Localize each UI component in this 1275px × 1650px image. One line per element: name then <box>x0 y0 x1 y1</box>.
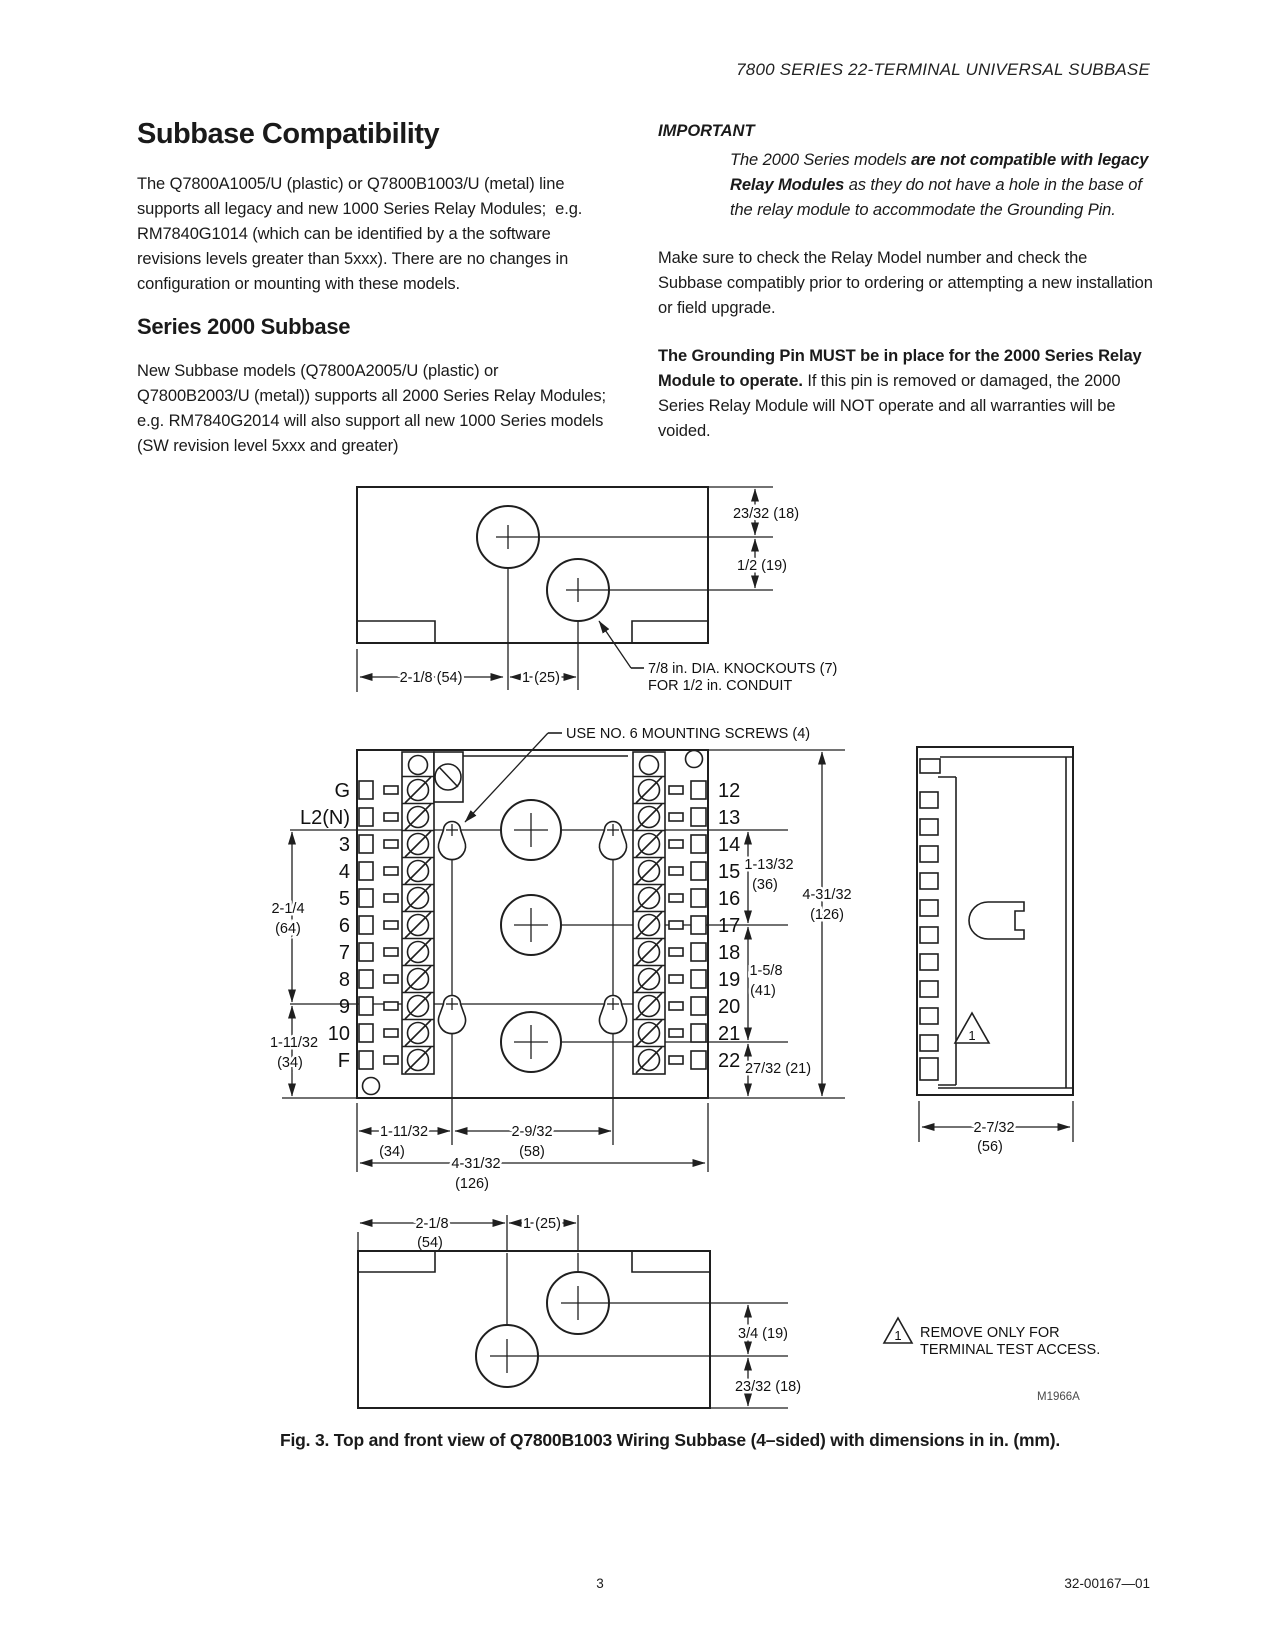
paragraph-grounding-pin <box>658 344 1154 444</box>
terminal-label-left: 6 <box>338 915 350 937</box>
terminal-label-right: 14 <box>718 834 741 856</box>
right-terminal-labels <box>718 780 740 1072</box>
important-note <box>730 148 1158 223</box>
dim-bottom-view-2-1-8: 2-1/8 <box>415 1216 449 1232</box>
terminal-label-left: 10 <box>327 1023 350 1045</box>
dim-front-left-lower: 1-11/32 <box>269 1035 319 1051</box>
dim-bottom-view-2-1-8-mm: (54) <box>417 1235 443 1251</box>
dim-front-bottom-total-mm: (126) <box>455 1176 489 1192</box>
dim-front-right-2-mm: (41) <box>750 983 776 999</box>
dim-top-view-1-25: 1 (25) <box>522 670 560 686</box>
terminal-label-right: 22 <box>718 1050 741 1072</box>
terminal-label-left: F <box>337 1050 350 1072</box>
dim-front-right-3: 27/32 (21) <box>744 1061 812 1077</box>
dim-front-right-1: 1-13/32 <box>744 857 794 873</box>
terminal-label-right: 15 <box>718 861 741 883</box>
dim-front-left-lower-mm: (34) <box>277 1055 303 1071</box>
grounding-pin-rest: If this pin is removed or damaged, the 2000 Series Relay Module will NOT operate and all warranties will be voided. <box>658 372 1125 440</box>
warning-triangle-number: 1 <box>894 1328 902 1343</box>
left-terminal-labels <box>300 780 350 1072</box>
terminal-label-right: 16 <box>718 888 741 910</box>
dim-side-width: 2-7/32 <box>973 1120 1015 1136</box>
bottom-view-drawing <box>358 1215 801 1408</box>
remove-note-line1: REMOVE ONLY FOR <box>920 1325 1060 1341</box>
terminal-label-right: 19 <box>718 969 741 991</box>
corner-hole <box>363 1078 380 1095</box>
important-note-seg1: The 2000 Series models <box>730 151 912 169</box>
terminal-label-right: 21 <box>718 1023 741 1045</box>
dim-bottom-view-23-32: 23/32 (18) <box>734 1379 802 1395</box>
paragraph-series-2000: New Subbase models (Q7800A2005/U (plastic) or Q7800B2003/U (metal)) supports all 2000 Series Relay Modules; e.g. RM7840G2014 will also support all new 1000 Series models (SW revision level 5xxx and greater) <box>137 362 615 455</box>
dim-top-view-2-1-8: 2-1/8 (54) <box>399 670 463 686</box>
section-heading-subbase-compatibility: Subbase Compatibility <box>137 118 440 150</box>
dim-front-left-upper: 2-1/4 <box>271 901 305 917</box>
remove-note-line2: TERMINAL TEST ACCESS. <box>920 1342 1101 1358</box>
mounting-screws-note: USE NO. 6 MOUNTING SCREWS (4) <box>566 726 811 742</box>
dim-bottom-view-3-4: 3/4 (19) <box>738 1326 788 1342</box>
dim-front-bottom-total: 4-31/32 <box>451 1156 501 1172</box>
terminal-label-right: 12 <box>718 780 741 802</box>
front-view-drawing <box>270 726 852 1192</box>
dim-front-bottom-1: 1-11/32 <box>379 1124 429 1140</box>
dim-front-right-2: 1-5/8 <box>749 963 783 979</box>
terminal-label-right: 20 <box>718 996 741 1018</box>
terminal-label-left: 9 <box>338 996 350 1018</box>
page-header-title: 7800 SERIES 22-TERMINAL UNIVERSAL SUBBASE <box>736 60 1150 79</box>
terminal-label-left: 5 <box>338 888 350 910</box>
dim-top-view-1-2: 1/2 (19) <box>737 558 787 574</box>
knockout-note-line2: FOR 1/2 in. CONDUIT <box>648 678 793 694</box>
drawing-reference-number: M1966A <box>1037 1391 1080 1403</box>
important-label: IMPORTANT <box>658 122 755 140</box>
important-note-seg2: are not compatible with legacy Relay Modules <box>730 151 1153 194</box>
page-number: 3 <box>596 1576 604 1591</box>
relay-clip-cutout <box>969 902 1024 939</box>
dim-side-width-mm: (56) <box>977 1139 1003 1155</box>
terminal-label-left: G <box>334 780 350 802</box>
important-note-seg3: as they do not have a hole in the base of the relay module to accommodate the Grounding Pin. <box>730 176 1147 219</box>
terminal-label-right: 13 <box>718 807 741 829</box>
terminal-label-right: 18 <box>718 942 741 964</box>
terminal-label-left: L2(N) <box>299 807 350 829</box>
corner-hole <box>686 751 703 768</box>
dim-front-bottom-2: 2-9/32 <box>511 1124 553 1140</box>
dim-front-bottom-2-mm: (58) <box>519 1144 545 1160</box>
grounding-pin-bold: The Grounding Pin MUST be in place for the 2000 Series Relay Module to operate. <box>658 347 1147 390</box>
terminal-label-left: 3 <box>338 834 350 856</box>
dim-front-height-mm: (126) <box>810 907 844 923</box>
dim-front-bottom-1-mm: (34) <box>379 1144 405 1160</box>
knockout-note-line1: 7/8 in. DIA. KNOCKOUTS (7) <box>648 661 838 677</box>
dim-top-view-23-32: 23/32 (18) <box>732 506 800 522</box>
dim-bottom-view-1-25: 1 (25) <box>523 1216 561 1232</box>
paragraph-check-relay-model: Make sure to check the Relay Model number and check the Subbase compatibly prior to ordering or attempting a new installation or field upgrade. <box>658 249 1158 317</box>
warning-triangle-number: 1 <box>968 1028 976 1043</box>
terminal-label-left: 4 <box>338 861 350 883</box>
dim-front-left-upper-mm: (64) <box>275 921 301 937</box>
dim-front-right-1-mm: (36) <box>752 877 778 893</box>
top-view-drawing <box>357 487 837 694</box>
paragraph-subbase-compatibility: The Q7800A1005/U (plastic) or Q7800B1003/U (metal) line supports all legacy and new 1000 Series Relay Modules; e.g. RM7840G1014 (which can be identified by a the software revisions levels greater than 5xxx). There are no changes in configuration or mounting with these models. <box>137 175 587 293</box>
side-view-drawing <box>917 747 1073 1155</box>
document-number: 32-00167—01 <box>1064 1576 1150 1591</box>
terminal-label-left: 7 <box>338 942 350 964</box>
figure-notes <box>884 1318 1100 1403</box>
figure-caption: Fig. 3. Top and front view of Q7800B1003 Wiring Subbase (4–sided) with dimensions in in. (mm). <box>279 1430 1060 1450</box>
section-heading-series-2000-subbase: Series 2000 Subbase <box>137 314 351 339</box>
dim-front-height: 4-31/32 <box>802 887 852 903</box>
terminal-label-right: 17 <box>718 915 741 937</box>
figure-3-drawing <box>250 450 1160 1420</box>
terminal-label-left: 8 <box>338 969 350 991</box>
